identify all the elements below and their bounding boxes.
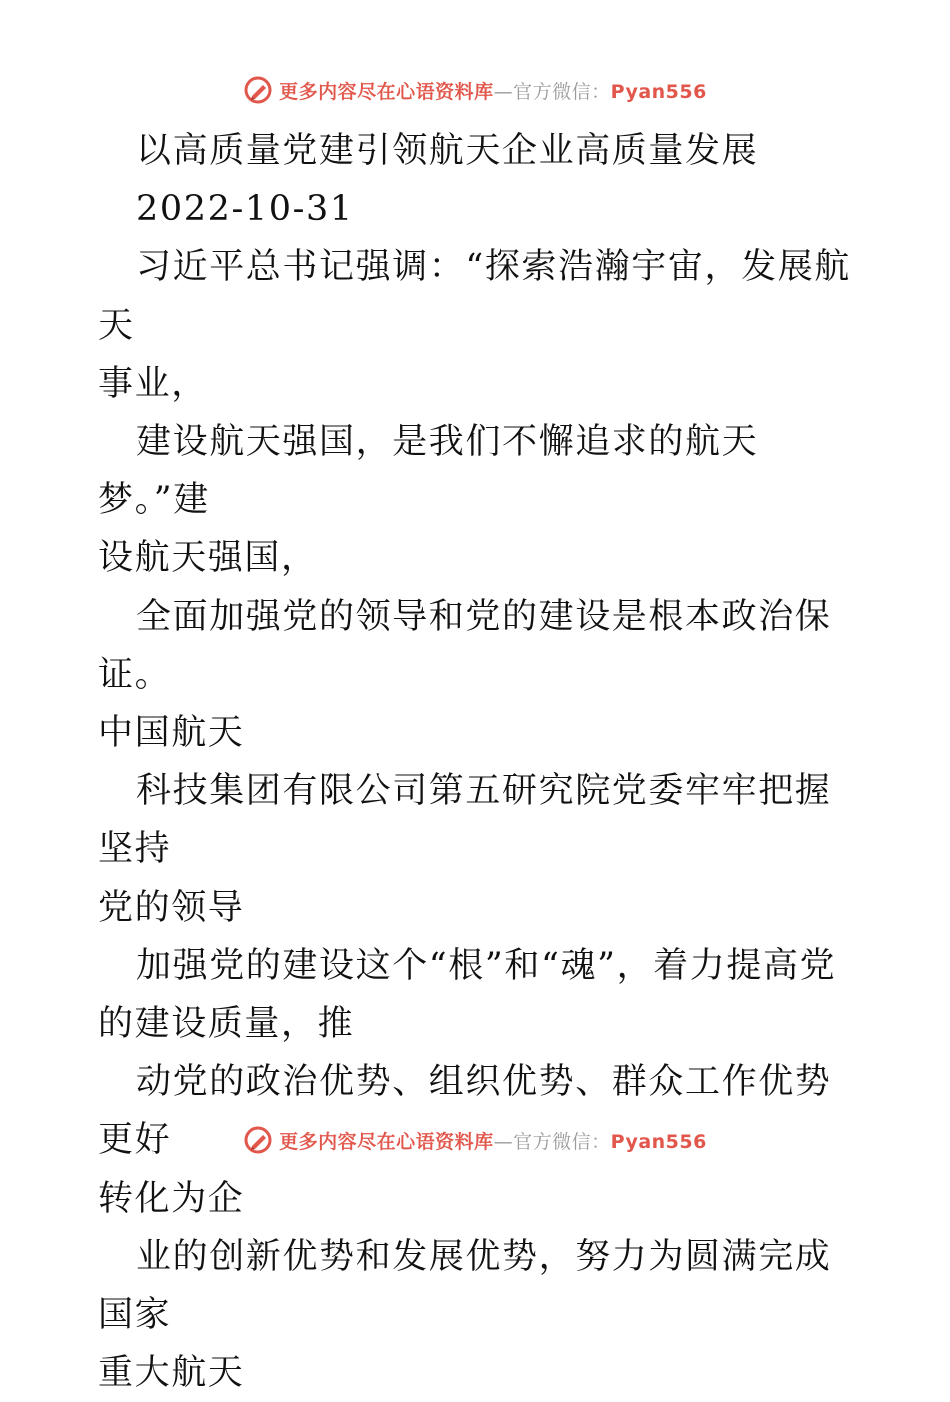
paragraph-line: 加强党的建设这个“根”和“魂”，着力提高党 bbox=[136, 945, 837, 986]
paragraph-line: 业的创新优势和发展优势，努力为圆满完成国家 bbox=[98, 1236, 832, 1336]
document-body bbox=[98, 122, 858, 1402]
watermark-site: 更多内容尽在心语资料库 bbox=[279, 1130, 494, 1153]
watermark-dash: — bbox=[493, 1130, 514, 1153]
paragraph-wrap: 事业， bbox=[98, 363, 208, 404]
watermark-wechat-id: Pyan556 bbox=[610, 80, 707, 103]
watermark-site: 更多内容尽在心语资料库 bbox=[279, 80, 494, 103]
paragraph-wrap: 设航天强国， bbox=[98, 538, 318, 579]
paragraph-line: 科技集团有限公司第五研究院党委牢牢把握坚持 bbox=[98, 771, 832, 870]
paragraph-wrap: 重大航天 bbox=[98, 1353, 245, 1394]
paragraph-line: 习近平总书记强调：“探索浩瀚宇宙，发展航天 bbox=[98, 247, 851, 346]
watermark-dash: — bbox=[493, 80, 514, 103]
paragraph-wrap: 的建设质量，推 bbox=[98, 1004, 355, 1045]
paragraph-line: 全面加强党的领导和党的建设是根本政治保证。 bbox=[98, 596, 832, 695]
watermark-wechat-label: 官方微信： bbox=[513, 1130, 611, 1153]
footer-watermark bbox=[0, 1120, 950, 1160]
document-date: 2022-10-31 bbox=[136, 189, 354, 230]
paragraph-wrap: 党的领导 bbox=[98, 887, 245, 928]
document-title: 以高质量党建引领航天企业高质量发展 bbox=[136, 131, 759, 171]
watermark-wechat-id: Pyan556 bbox=[610, 1130, 707, 1153]
watermark-text bbox=[279, 77, 707, 104]
paragraph-line: 动党的政治优势、组织优势、群众工作优势更好 bbox=[98, 1062, 832, 1161]
paragraph-line: 建设航天强国，是我们不懈追求的航天梦。”建 bbox=[98, 422, 759, 521]
paragraph-wrap: 转化为企 bbox=[98, 1178, 245, 1219]
watermark-text bbox=[279, 1127, 707, 1154]
pen-circle-icon bbox=[243, 75, 273, 105]
paragraph-wrap: 中国航天 bbox=[98, 713, 245, 754]
watermark-wechat-label: 官方微信： bbox=[513, 80, 611, 103]
header-watermark bbox=[0, 70, 950, 110]
pen-circle-icon bbox=[243, 1125, 273, 1155]
